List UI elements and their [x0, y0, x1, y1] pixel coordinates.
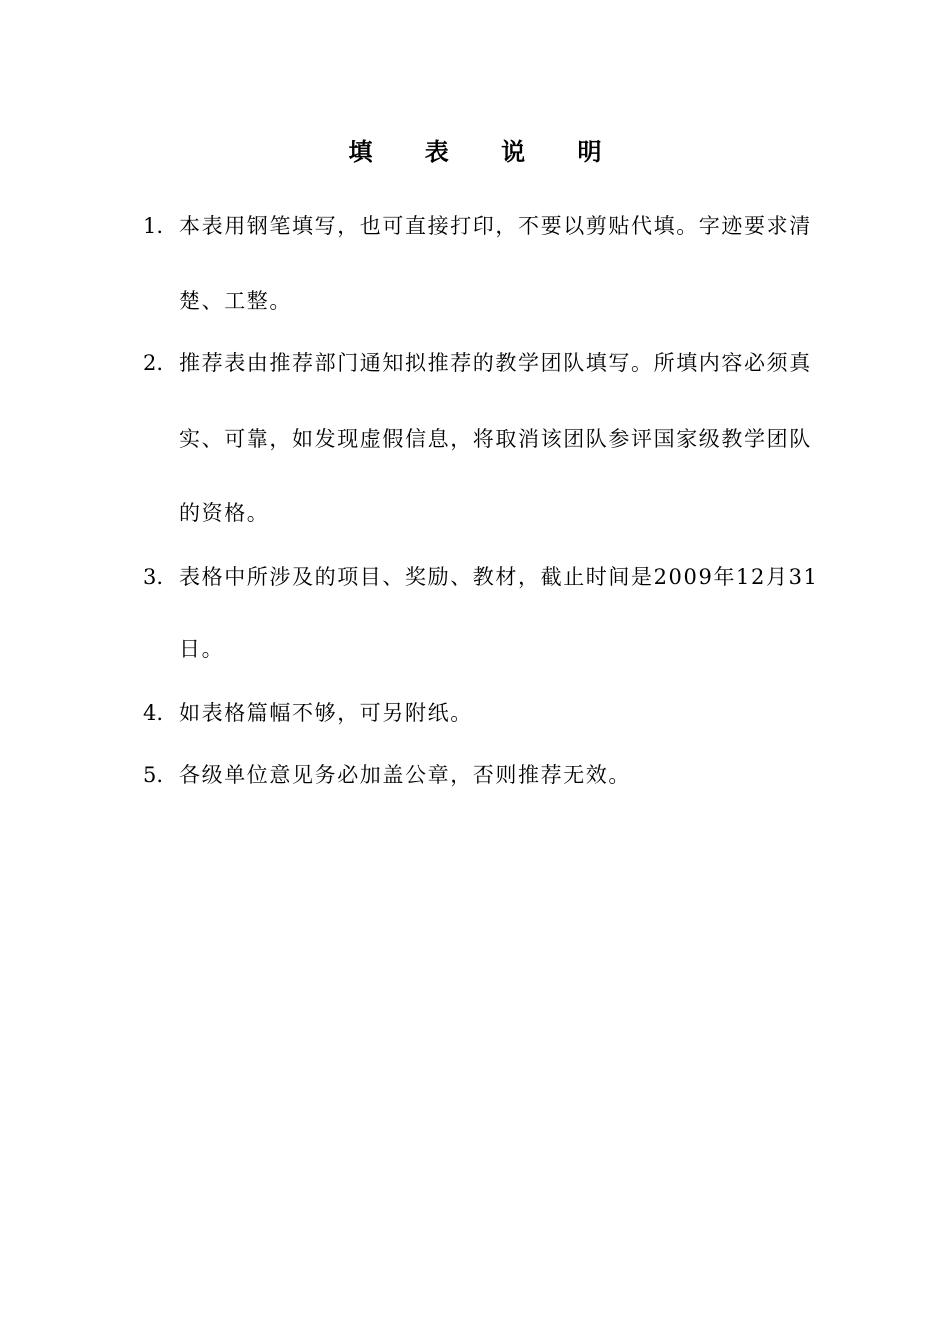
item-3-number: 3. — [143, 565, 164, 589]
item-3-line-2: 日。 — [179, 637, 225, 661]
item-4-line-1: 如表格篇幅不够，可另附纸。 — [179, 701, 473, 725]
item-2-line-1: 推荐表由推荐部门通知拟推荐的教学团队填写。所填内容必须真 — [179, 351, 812, 375]
item-1-number: 1. — [143, 214, 164, 238]
item-4-number: 4. — [143, 701, 164, 725]
item-2-line-2: 实、可靠，如发现虚假信息，将取消该团队参评国家级教学团队 — [179, 427, 812, 451]
item-5-line-1: 各级单位意见务必加盖公章，否则推荐无效。 — [179, 763, 631, 787]
item-1-line-2: 楚、工整。 — [179, 289, 292, 313]
item-3-line-1: 表格中所涉及的项目、奖励、教材，截止时间是2009年12月31 — [179, 565, 819, 589]
item-2-line-3: 的资格。 — [179, 501, 270, 525]
item-1-line-1: 本表用钢笔填写，也可直接打印，不要以剪贴代填。字迹要求清 — [179, 214, 812, 238]
item-2-number: 2. — [143, 351, 164, 375]
page-title: 填 表 说 明 — [348, 137, 624, 166]
item-5-number: 5. — [143, 763, 164, 787]
